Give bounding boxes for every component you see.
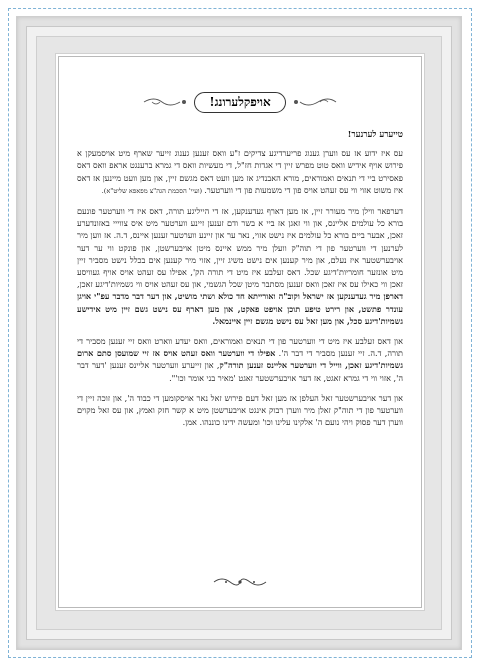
left-flourish-icon (142, 94, 190, 110)
document-page (58, 56, 422, 608)
paragraph-4 (77, 392, 403, 429)
paragraph-text: אפילו די ווערטער וואס זעהט אויס אז זיי שמועסן סתם ארום גשמיות'דיגע זאכן, ווייל די ווערטער אליינס זענען תורה"ק (77, 348, 403, 371)
paragraph-text: און דאס זעלבע איז מיט די ווערטער פון די תנאים ואמוראים, וואס יעדע ווארט וואס זיי זענען מסביר די תורה, ד.ה. זיי זענען מסביר די דבר ה'. (77, 336, 403, 359)
title-banner (59, 89, 421, 115)
document-body (77, 129, 403, 436)
greeting: טייערע לערנער! (347, 130, 403, 140)
paragraph-list (77, 147, 403, 428)
paragraph-text: (ועיי' הסכמת הגה"צ מפאפא שליט"א). (101, 186, 205, 195)
paragraph-text: דערפאר ווילן מיר מעורר זיין, אז מען דארף געדענקען, אז די הייליגע תורה, דאס איז די ווערטער פונעם בורא כל עולמים אליינס, און ווי זאגן אז ביי א בשר ודם זענען זיינע ווערטער מיט איס צווייי באזונדערע זאכן, אבער ביים בורא כל עולמים איז נישט אזוי, נאר ער און זיינע ווערטער זענען איינס, ד.ה. אז ווען מיר לערנען די ווערטער פון די תוה"ק וועלן מיר ממש איינס מיטן אויבערשטן, און פונקט ווי ער דער אויבערשטער איז נעלם, און מיר קענען אים נישט משיג זיין, אזוי מיר קענען אים בכלל נישט מסביר זיין מיט אונזער חומריות'דיגע שכל. דאס זעלבע איז מיט די תורה הק', אפילו עס זעהט אויס אויף געוויסע זאכן ווי כאילו עס איז זאכן וואס זענען מסתבר מיטן שכל הגשמי, און עס זעהט אויס ווי גשמיות'דיגע זאכן, (77, 206, 403, 290)
paragraph-1 (77, 147, 403, 197)
paragraph-text: דארפן מיר געדענקען אז ישראל וקוב"ה ואורייתא חד כולא ושתי מושיט, און דער דבר מדבר עפ"י אויגן עונדר פתשט, און רירט טיפע תוכן אויפט פאקט, און מען דארף עס נישט גשם זיין מיט אידישע גשמיות'דיגע סכל, און מען זאל עס נישט מגשם זיין איינמאל. (77, 291, 403, 326)
ornament-icon (212, 575, 268, 589)
paragraph-text: , און זייערע ווערטער אליינס זענען 'דער דבר ה', אזוי ווי די גמרא זאגט, אז דער אויבערשטער זאגט 'מאיר בני אומר וכו'". (77, 360, 403, 383)
right-flourish-icon (290, 94, 338, 110)
paragraph-2 (77, 205, 403, 327)
paragraph-text: און דער אויבערשטער זאל העלפן אז מען זאל דעם פירוש זאל נאר אויסקומען די כבוד ה', און זוכה זיין די ווערטער פון די תוה"ק זאלן מיר ווערן רבוק אינגט אויבערשטן מיט א קשר חזק ואמץ, און עס זאל מקוים ווערן דער פסוק ויהי נועם ה' אלקינו עלינו וכו' ומעשה ידינו כוננהו. אמן. (77, 392, 403, 428)
paragraph-text: עס איז ידוע אז עס ווערן גענוג פריערדיגע צדיקים ז"ע וואס זענען גענוג זייער שארף מיט אויסמעקן א פירוש אויף אידיש וואס טוט מפרש זיין די אגדות חז"ל, די מעשיות וואס די גמרא ברענגט אראפ וואס דאס פאסירט ביי די תנאים ואמוראים, מורא האבנדיג אז מען וועט דאס מגשם זיין, און מען וועט מיינען אז דאס איז משוט אזוי ווי עס זעהט אויס פון די משמעות פון די ווערטער. (77, 148, 403, 195)
page-title: אויפקלערונג! (194, 92, 285, 113)
paragraph-3 (77, 335, 403, 384)
footer-ornament (59, 575, 421, 589)
